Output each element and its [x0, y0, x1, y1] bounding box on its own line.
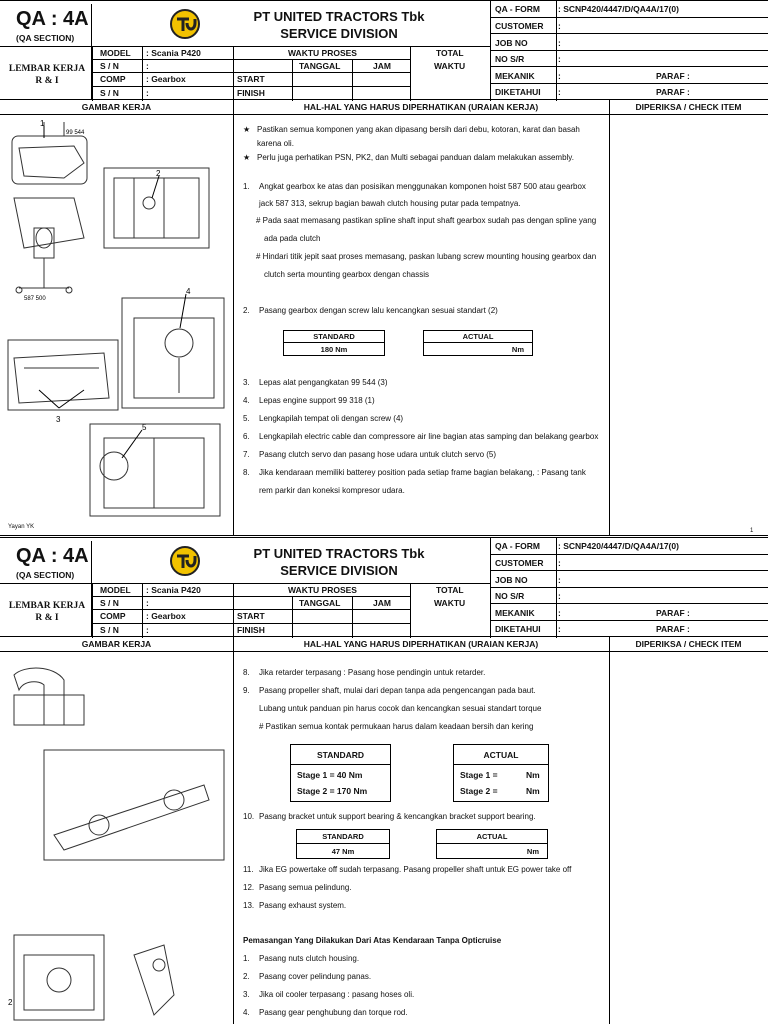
p2-c-step-2-num: 2. — [243, 972, 250, 981]
step-1-line-5: # Hindari titik jepit saat proses memasang, paskan lubang screw mounting housing gearbox dan — [256, 252, 597, 261]
standard-label: STANDARD — [284, 331, 384, 343]
waktu-label: WAKTU — [434, 61, 466, 71]
sn2-label: S / N — [100, 625, 119, 635]
p2-subheading: Pemasangan Yang Dilakukan Dari Atas Kendaraan Tanpa Opticruise — [243, 936, 502, 945]
star-icon: ★ — [243, 153, 251, 162]
p2-c-step-3-num: 3. — [243, 990, 250, 999]
jam-label: JAM — [373, 598, 391, 608]
model-label: MODEL — [100, 585, 131, 595]
qa-form-value: : SCNP420/4447/D/QA4A/17(0) — [558, 4, 679, 14]
qa-title: QA : 4A — [16, 545, 89, 567]
sn2-value: : — [146, 88, 149, 98]
img-label-2: 2 — [8, 998, 13, 1007]
diketahui-label: DIKETAHUI — [495, 87, 541, 97]
step-1-num: 1. — [243, 182, 250, 191]
qa-section-label: (QA SECTION) — [16, 570, 75, 580]
p2-step-13-text: Pasang exhaust system. — [259, 901, 347, 910]
step-8-cont: rem parkir dan koneksi kompresor udara. — [259, 486, 405, 495]
lembar-kerja-label: LEMBAR KERJA R & I — [8, 64, 86, 86]
p2-act10-box — [436, 829, 548, 859]
customer-label: CUSTOMER — [495, 21, 544, 31]
jam-label: JAM — [373, 61, 391, 71]
customer-label: CUSTOMER — [495, 558, 544, 568]
uraian-kerja-header: HAL-HAL YANG HARUS DIPERHATIKAN (URAIAN KERJA) — [233, 637, 609, 652]
sn-value: : — [146, 61, 149, 71]
standard-box — [283, 330, 385, 356]
step-1-line-4: ada pada clutch — [264, 234, 321, 243]
paraf-mekanik-label: PARAF : — [656, 71, 690, 81]
p2-actual-stage-1-unit: Nm — [526, 770, 540, 780]
nosr-value: : — [558, 54, 561, 64]
comp-value: : Gearbox — [146, 611, 186, 621]
step-1-line-2: jack 587 313, sekrup bagian bawah clutch housing putar pada tempatnya. — [259, 199, 521, 208]
work-illustrations-page-2 — [4, 655, 230, 1023]
p2-actual-stage-2: Stage 2 = — [460, 786, 498, 796]
qa-section-label: (QA SECTION) — [16, 33, 75, 43]
mekanik-label: MEKANIK — [495, 71, 535, 81]
sn-label: S / N — [100, 61, 119, 71]
mekanik-value: : — [558, 608, 561, 618]
diketahui-value: : — [558, 624, 561, 634]
p2-step-11-num: 11. — [243, 865, 254, 874]
waktu-proses-label: WAKTU PROSES — [288, 585, 357, 595]
bullet-2 — [243, 152, 250, 165]
gambar-kerja-header: GAMBAR KERJA — [0, 637, 233, 652]
actual-value: Nm — [511, 344, 524, 354]
qa-title: QA : 4A — [16, 8, 89, 30]
p2-std10-box — [296, 829, 390, 859]
waktu-label: WAKTU — [434, 598, 466, 608]
p2-step-8-num: 8. — [243, 668, 250, 677]
tanggal-label: TANGGAL — [299, 598, 341, 608]
p2-step-9-cont-2: # Pastikan semua kontak permukaan harus dalam keadaan bersih dan kering — [259, 722, 534, 731]
step-8-num: 8. — [243, 468, 250, 477]
step-8-text: Jika kendaraan memiliki batterey position pada setiap frame bagian belakang, : Pasang tank — [259, 468, 586, 477]
nosr-label: NO S/R — [495, 591, 525, 601]
comp-label: COMP — [100, 611, 126, 621]
p2-actual-stage-2-unit: Nm — [526, 786, 540, 796]
step-5-num: 5. — [243, 414, 250, 423]
p2-c-step-1-text: Pasang nuts clutch housing. — [259, 954, 360, 963]
p2-standard-box — [290, 744, 391, 802]
step-6-text: Lengkapilah electric cable dan compressore air line bagian atas samping dan belakang gearbox — [259, 432, 599, 441]
nosr-value: : — [558, 591, 561, 601]
step-3-text: Lepas alat pengangkatan 99 544 (3) — [259, 378, 388, 387]
sn2-value: : — [146, 625, 149, 635]
p2-act10-value: Nm — [526, 846, 539, 856]
united-tractors-logo — [170, 546, 200, 576]
step-7-num: 7. — [243, 450, 250, 459]
p2-step-9-num: 9. — [243, 686, 250, 695]
company-name: PT UNITED TRACTORS Tbk SERVICE DIVISION — [253, 9, 425, 41]
mekanik-label: MEKANIK — [495, 608, 535, 618]
img-label-587500: 587 500 — [24, 296, 46, 302]
step-7-text: Pasang clutch servo dan pasang hose udara untuk clutch servo (5) — [259, 450, 497, 459]
p2-actual-stage-1: Stage 1 = — [460, 770, 498, 780]
customer-value: : — [558, 21, 561, 31]
sheet-header — [0, 537, 768, 637]
jobno-label: JOB NO — [495, 575, 528, 585]
p2-c-step-4-text: Pasang gear penghubung dan torque rod. — [259, 1008, 408, 1017]
check-item-header: DIPERIKSA / CHECK ITEM — [609, 637, 768, 652]
uraian-kerja-header: HAL-HAL YANG HARUS DIPERHATIKAN (URAIAN KERJA) — [233, 100, 609, 115]
p2-step-13-num: 13. — [243, 901, 255, 910]
model-value: : Scania P420 — [146, 48, 201, 58]
step-1-line-6: clutch serta mounting gearbox dengan chassis — [264, 270, 429, 279]
p2-actual-box — [453, 744, 549, 802]
paraf-diketahui-label: PARAF : — [656, 87, 690, 97]
gambar-kerja-header: GAMBAR KERJA — [0, 100, 233, 115]
model-label: MODEL — [100, 48, 131, 58]
bullet-1 — [243, 124, 250, 137]
page-number: 1 — [750, 528, 754, 534]
p2-step-8-text: Jika retarder terpasang : Pasang hose pendingin untuk retarder. — [259, 668, 486, 677]
p2-act10-label: ACTUAL — [437, 830, 547, 844]
finish-label: FINISH — [237, 88, 265, 98]
p2-step-12-text: Pasang semua pelindung. — [259, 883, 352, 892]
p2-std10-label: STANDARD — [297, 830, 389, 844]
p2-standard-label: STANDARD — [291, 745, 390, 765]
mekanik-value: : — [558, 71, 561, 81]
p2-c-step-1-num: 1. — [243, 954, 250, 963]
actual-label: ACTUAL — [424, 331, 532, 343]
step-1-line-1: Angkat gearbox ke atas dan posisikan menggunakan komponen hoist 587 500 atau gearbox — [259, 182, 586, 191]
qa-form-label: QA - FORM — [495, 4, 541, 14]
jobno-value: : — [558, 575, 561, 585]
p2-standard-stage-2: Stage 2 = 170 Nm — [297, 786, 368, 796]
finish-label: FINISH — [237, 625, 265, 635]
sheet-header — [0, 0, 768, 100]
p2-step-10-num: 10. — [243, 812, 255, 821]
sn-value: : — [146, 598, 149, 608]
step-6-num: 6. — [243, 432, 250, 441]
jobno-label: JOB NO — [495, 38, 528, 48]
bullet-1-cont: karena oli. — [257, 139, 294, 148]
diketahui-value: : — [558, 87, 561, 97]
waktu-proses-label: WAKTU PROSES — [288, 48, 357, 58]
p2-std10-value: 47 Nm — [331, 846, 355, 856]
p2-c-step-4-num: 4. — [243, 1008, 250, 1017]
comp-label: COMP — [100, 74, 126, 84]
star-icon: ★ — [243, 125, 251, 134]
p2-standard-stage-1: Stage 1 = 40 Nm — [297, 770, 363, 780]
img-label-5: 5 — [142, 423, 147, 432]
p2-c-step-2-text: Pasang cover pelindung panas. — [259, 972, 372, 981]
model-value: : Scania P420 — [146, 585, 201, 595]
nosr-label: NO S/R — [495, 54, 525, 64]
company-name: PT UNITED TRACTORS Tbk SERVICE DIVISION — [253, 546, 425, 578]
img-label-2: 2 — [156, 169, 161, 178]
p2-step-9-text: Pasang propeller shaft, mulai dari depan tanpa ada pengencangan pada baut. — [259, 686, 536, 695]
work-sheet-page-2 — [0, 537, 768, 1024]
paraf-mekanik-label: PARAF : — [656, 608, 690, 618]
img-label-3: 3 — [56, 415, 61, 424]
img-label-99544: 99 544 — [66, 130, 85, 136]
start-label: START — [237, 74, 265, 84]
step-2-text: Pasang gearbox dengan screw lalu kencangkan sesuai standart (2) — [259, 306, 498, 315]
standard-value: 180 Nm — [320, 344, 348, 354]
p2-actual-label: ACTUAL — [454, 745, 548, 765]
sn-label: S / N — [100, 598, 119, 608]
bullet-2-text: Perlu juga perhatikan PSN, PK2, dan Multi sebagai panduan dalam melakukan assembly. — [257, 153, 574, 162]
p2-step-9-cont-1: Lubang untuk panduan pin harus cocok dan kencangkan sesuai standart torque — [259, 704, 542, 713]
qa-form-label: QA - FORM — [495, 541, 541, 551]
img-label-4: 4 — [186, 287, 191, 296]
step-4-text: Lepas engine support 99 318 (1) — [259, 396, 375, 405]
step-1-line-3: # Pada saat memasang pastikan spline shaft input shaft gearbox sudah pas dengan spline yang — [256, 216, 597, 225]
img-label-1: 1 — [40, 119, 45, 128]
step-2-num: 2. — [243, 306, 250, 315]
tanggal-label: TANGGAL — [299, 61, 341, 71]
qa-form-value: : SCNP420/4447/D/QA4A/17(0) — [558, 541, 679, 551]
diketahui-label: DIKETAHUI — [495, 624, 541, 634]
author-note: Yayan YK — [8, 524, 35, 530]
start-label: START — [237, 611, 265, 621]
p2-c-step-3-text: Jika oil cooler terpasang : pasang hoses oli. — [259, 990, 415, 999]
step-5-text: Lengkapilah tempat oli dengan screw (4) — [259, 414, 404, 423]
p2-step-11-text: Jika EG powertake off sudah terpasang. Pasang propeller shaft untuk EG power take off — [259, 865, 572, 874]
check-item-header: DIPERIKSA / CHECK ITEM — [609, 100, 768, 115]
step-4-num: 4. — [243, 396, 250, 405]
comp-value: : Gearbox — [146, 74, 186, 84]
p2-step-12-num: 12. — [243, 883, 255, 892]
lembar-kerja-label: LEMBAR KERJA R & I — [8, 601, 86, 623]
bullet-1-text: Pastikan semua komponen yang akan dipasang bersih dari debu, kotoran, karat dan basah — [257, 125, 580, 134]
work-illustrations-page-1 — [4, 118, 230, 528]
customer-value: : — [558, 558, 561, 568]
paraf-diketahui-label: PARAF : — [656, 624, 690, 634]
total-label: TOTAL — [436, 585, 464, 595]
actual-box — [423, 330, 533, 356]
united-tractors-logo — [170, 9, 200, 39]
jobno-value: : — [558, 38, 561, 48]
p2-step-10-text: Pasang bracket untuk support bearing & kencangkan bracket support bearing. — [259, 812, 536, 821]
total-label: TOTAL — [436, 48, 464, 58]
sn2-label: S / N — [100, 88, 119, 98]
step-3-num: 3. — [243, 378, 250, 387]
